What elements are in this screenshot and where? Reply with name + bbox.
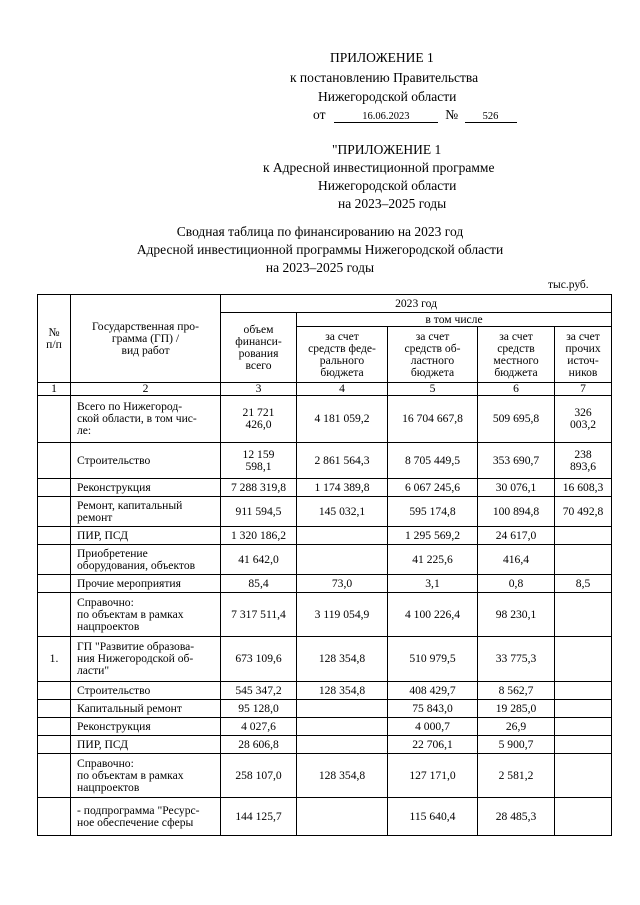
- resolution-number: 526: [465, 111, 517, 123]
- table-title-line1: Сводная таблица по финансированию на 2023 год: [176, 224, 464, 239]
- cell-num: [38, 593, 71, 637]
- cell-local: 0,8: [478, 575, 555, 593]
- cell-local: 19 285,0: [478, 700, 555, 718]
- cell-name: Справочно: по объектам в рамках нацпроектов: [71, 754, 221, 798]
- cell-total: 95 128,0: [221, 700, 297, 718]
- cell-local: 28 485,3: [478, 798, 555, 836]
- cell-regional: 4 100 226,4: [388, 593, 478, 637]
- header-num: № п/п: [38, 295, 71, 383]
- region-line: Нижегородской области: [318, 89, 457, 104]
- header-other: за счет прочих источ- ников: [555, 327, 612, 383]
- cell-total: 21 721 426,0: [221, 396, 297, 443]
- cell-total: 7 317 511,4: [221, 593, 297, 637]
- cell-name: Всего по Нижегород- ской области, в том чис- ле:: [71, 396, 221, 443]
- cell-name: Прочие мероприятия: [71, 575, 221, 593]
- date-number-line: [313, 107, 517, 123]
- header-regional: за счет средств об- ластного бюджета: [388, 327, 478, 383]
- cell-num: [38, 736, 71, 754]
- cell-federal: [297, 700, 388, 718]
- cell-num: [38, 396, 71, 443]
- table-row: [38, 736, 612, 754]
- cell-other: 8,5: [555, 575, 612, 593]
- table-row: [38, 396, 612, 443]
- cell-name: ГП "Развитие образова- ния Нижегородской об- ласти": [71, 637, 221, 682]
- cell-local: 26,9: [478, 718, 555, 736]
- cell-total: 7 288 319,8: [221, 479, 297, 497]
- cell-regional: 408 429,7: [388, 682, 478, 700]
- cell-regional: 595 174,8: [388, 497, 478, 527]
- cell-num: 1.: [38, 637, 71, 682]
- cell-name: Капитальный ремонт: [71, 700, 221, 718]
- cell-num: [38, 497, 71, 527]
- header-year: 2023 год: [221, 295, 612, 313]
- years-line: на 2023–2025 годы: [338, 196, 447, 211]
- table-row: [38, 682, 612, 700]
- cell-federal: 1 174 389,8: [297, 479, 388, 497]
- cell-regional: 8 705 449,5: [388, 443, 478, 479]
- col-number: 1: [38, 383, 71, 396]
- cell-name: Строительство: [71, 443, 221, 479]
- table-row: [38, 718, 612, 736]
- col-number: 6: [478, 383, 555, 396]
- number-label: №: [445, 107, 459, 122]
- cell-other: [555, 593, 612, 637]
- cell-total: 1 320 186,2: [221, 527, 297, 545]
- sub-region-line: Нижегородской области: [318, 178, 457, 193]
- table-body: [38, 396, 612, 836]
- cell-local: 509 695,8: [478, 396, 555, 443]
- cell-other: [555, 718, 612, 736]
- cell-other: 16 608,3: [555, 479, 612, 497]
- cell-regional: 510 979,5: [388, 637, 478, 682]
- cell-federal: [297, 527, 388, 545]
- cell-local: 416,4: [478, 545, 555, 575]
- cell-num: [38, 798, 71, 836]
- cell-federal: 3 119 054,9: [297, 593, 388, 637]
- cell-federal: [297, 718, 388, 736]
- cell-other: [555, 798, 612, 836]
- cell-other: [555, 527, 612, 545]
- cell-total: 258 107,0: [221, 754, 297, 798]
- cell-federal: 145 032,1: [297, 497, 388, 527]
- cell-local: 2 581,2: [478, 754, 555, 798]
- col-number: 3: [221, 383, 297, 396]
- cell-regional: 22 706,1: [388, 736, 478, 754]
- cell-local: 100 894,8: [478, 497, 555, 527]
- cell-name: - подпрограмма "Ресурс- ное обеспечение сферы: [71, 798, 221, 836]
- cell-name: Ремонт, капитальный ремонт: [71, 497, 221, 527]
- cell-total: 28 606,8: [221, 736, 297, 754]
- cell-name: Реконструкция: [71, 479, 221, 497]
- table-row: [38, 700, 612, 718]
- from-label: от: [313, 107, 326, 122]
- cell-federal: 2 861 564,3: [297, 443, 388, 479]
- cell-name: Справочно: по объектам в рамках нацпроектов: [71, 593, 221, 637]
- header-local: за счет средств местного бюджета: [478, 327, 555, 383]
- cell-regional: 1 295 569,2: [388, 527, 478, 545]
- resolution-date: 16.06.2023: [334, 111, 438, 123]
- cell-local: 33 775,3: [478, 637, 555, 682]
- col-number: 7: [555, 383, 612, 396]
- financing-table: [37, 294, 612, 836]
- cell-num: [38, 575, 71, 593]
- cell-other: [555, 545, 612, 575]
- sub-appendix-title: "ПРИЛОЖЕНИЕ 1: [332, 142, 442, 157]
- header-program: Государственная про- грамма (ГП) / вид работ: [71, 295, 221, 383]
- cell-federal: [297, 545, 388, 575]
- cell-regional: 115 640,4: [388, 798, 478, 836]
- cell-other: [555, 700, 612, 718]
- cell-name: Строительство: [71, 682, 221, 700]
- cell-regional: 127 171,0: [388, 754, 478, 798]
- cell-local: 24 617,0: [478, 527, 555, 545]
- table-row: [38, 798, 612, 836]
- header-total: объем финанси- рования всего: [221, 313, 297, 383]
- cell-federal: [297, 798, 388, 836]
- cell-federal: 128 354,8: [297, 682, 388, 700]
- cell-total: 144 125,7: [221, 798, 297, 836]
- cell-regional: 41 225,6: [388, 545, 478, 575]
- cell-num: [38, 700, 71, 718]
- cell-local: 98 230,1: [478, 593, 555, 637]
- cell-other: 326 003,2: [555, 396, 612, 443]
- table-title-line2: Адресной инвестиционной программы Нижегородской области: [136, 242, 504, 257]
- cell-local: 5 900,7: [478, 736, 555, 754]
- table-row: [38, 754, 612, 798]
- table-row: [38, 479, 612, 497]
- cell-local: 353 690,7: [478, 443, 555, 479]
- cell-num: [38, 545, 71, 575]
- cell-name: ПИР, ПСД: [71, 527, 221, 545]
- cell-federal: 128 354,8: [297, 637, 388, 682]
- cell-federal: [297, 736, 388, 754]
- cell-other: [555, 754, 612, 798]
- cell-total: 673 109,6: [221, 637, 297, 682]
- cell-local: 30 076,1: [478, 479, 555, 497]
- cell-total: 85,4: [221, 575, 297, 593]
- cell-regional: 16 704 667,8: [388, 396, 478, 443]
- cell-total: 911 594,5: [221, 497, 297, 527]
- cell-regional: 75 843,0: [388, 700, 478, 718]
- cell-total: 41 642,0: [221, 545, 297, 575]
- cell-total: 4 027,6: [221, 718, 297, 736]
- table-row: [38, 545, 612, 575]
- cell-num: [38, 527, 71, 545]
- cell-federal: 4 181 059,2: [297, 396, 388, 443]
- table-row: [38, 637, 612, 682]
- cell-regional: 3,1: [388, 575, 478, 593]
- header-federal: за счет средств феде- рального бюджета: [297, 327, 388, 383]
- cell-local: 8 562,7: [478, 682, 555, 700]
- resolution-line: к постановлению Правительства: [290, 70, 479, 85]
- cell-federal: 73,0: [297, 575, 388, 593]
- col-number: 4: [297, 383, 388, 396]
- cell-num: [38, 754, 71, 798]
- cell-num: [38, 479, 71, 497]
- table-row: [38, 575, 612, 593]
- table-row: [38, 593, 612, 637]
- unit-label: тыс.руб.: [548, 279, 589, 291]
- cell-name: ПИР, ПСД: [71, 736, 221, 754]
- cell-name: Реконструкция: [71, 718, 221, 736]
- col-number: 5: [388, 383, 478, 396]
- cell-other: [555, 682, 612, 700]
- cell-other: [555, 637, 612, 682]
- cell-regional: 6 067 245,6: [388, 479, 478, 497]
- table-row: [38, 527, 612, 545]
- cell-regional: 4 000,7: [388, 718, 478, 736]
- cell-other: [555, 736, 612, 754]
- cell-other: 238 893,6: [555, 443, 612, 479]
- cell-other: 70 492,8: [555, 497, 612, 527]
- cell-name: Приобретение оборудования, объектов: [71, 545, 221, 575]
- cell-num: [38, 682, 71, 700]
- cell-num: [38, 443, 71, 479]
- col-number: 2: [71, 383, 221, 396]
- header-including: в том числе: [297, 313, 612, 327]
- table-title-line3: на 2023–2025 годы: [265, 260, 375, 275]
- cell-num: [38, 718, 71, 736]
- to-program-line: к Адресной инвестиционной программе: [263, 160, 495, 175]
- table-row: [38, 497, 612, 527]
- cell-total: 545 347,2: [221, 682, 297, 700]
- table-row: [38, 443, 612, 479]
- cell-total: 12 159 598,1: [221, 443, 297, 479]
- cell-federal: 128 354,8: [297, 754, 388, 798]
- appendix-title: ПРИЛОЖЕНИЕ 1: [330, 50, 434, 65]
